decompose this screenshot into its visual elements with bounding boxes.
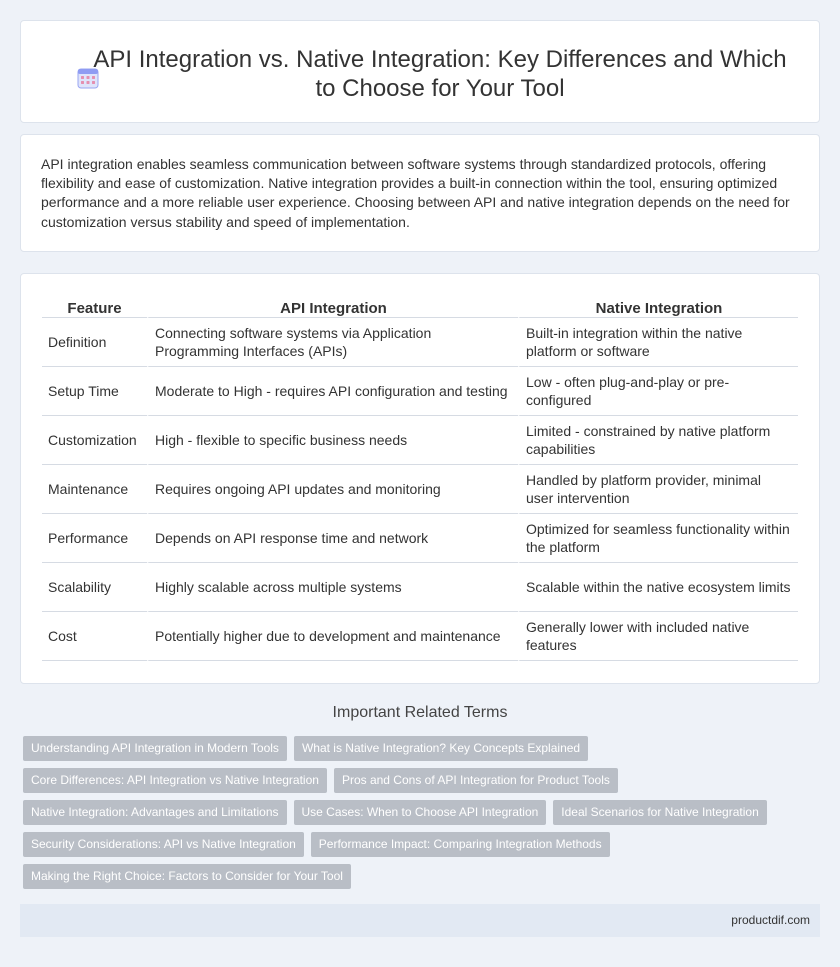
related-term-tag[interactable]: Native Integration: Advantages and Limitations [23,800,287,825]
related-term-tag[interactable]: Making the Right Choice: Factors to Consider for Your Tool [23,864,351,889]
related-term-tag[interactable]: Performance Impact: Comparing Integration Methods [311,832,610,857]
related-term-tag[interactable]: Core Differences: API Integration vs Native Integration [23,768,327,793]
tag-row [23,864,351,889]
api-integration-cell: Connecting software systems via Application Programming Interfaces (APIs) [147,318,518,367]
api-integration-cell: Potentially higher due to development and maintenance [147,612,518,661]
api-integration-cell: Requires ongoing API updates and monitoring [147,465,518,514]
comparison-table [42,296,798,661]
related-term-tag[interactable]: Understanding API Integration in Modern Tools [23,736,287,761]
column-header-feature: Feature [42,296,147,318]
tag-row [23,832,610,857]
table-row [42,465,798,514]
table-row [42,318,798,367]
api-integration-cell: Highly scalable across multiple systems [147,563,518,612]
title-card [20,20,820,123]
intro-card [20,134,820,252]
native-integration-cell: Built-in integration within the native platform or software [518,318,798,367]
related-term-tag[interactable]: Ideal Scenarios for Native Integration [553,800,766,825]
intro-paragraph: API integration enables seamless communication between software systems through standardized protocols, offering flexibility and ease of customization. Native integration provides a built-in connection within the tool, ensuring optimized performance and a more reliable user experience. Choosing between API and native integration depends on the need for customization versus stability and speed of implementation. [41,156,790,230]
native-integration-cell: Generally lower with included native features [518,612,798,661]
feature-cell: Maintenance [42,465,147,514]
page-title: API Integration vs. Native Integration: Key Differences and Which to Choose for Your Tool [93,46,787,102]
footer-site-link[interactable]: productdif.com [731,913,810,927]
tag-row [23,768,618,793]
related-term-tag[interactable]: Pros and Cons of API Integration for Product Tools [334,768,618,793]
related-terms-title: Important Related Terms [332,704,508,721]
related-term-tag[interactable]: Security Considerations: API vs Native Integration [23,832,304,857]
feature-cell: Customization [42,416,147,465]
feature-cell: Cost [42,612,147,661]
feature-cell: Performance [42,514,147,563]
feature-cell: Definition [42,318,147,367]
feature-cell: Scalability [42,563,147,612]
column-header-api-integration: API Integration [147,296,518,318]
api-integration-cell: Moderate to High - requires API configuration and testing [147,367,518,416]
native-integration-cell: Handled by platform provider, minimal user intervention [518,465,798,514]
native-integration-cell: Low - often plug-and-play or pre-configured [518,367,798,416]
table-row [42,416,798,465]
column-header-native-integration: Native Integration [518,296,798,318]
table-header-row [42,296,798,318]
table-row [42,367,798,416]
comparison-table-card [20,273,820,684]
related-term-tag[interactable]: What is Native Integration? Key Concepts Explained [294,736,588,761]
feature-cell: Setup Time [42,367,147,416]
related-term-tag[interactable]: Use Cases: When to Choose API Integration [294,800,547,825]
api-integration-cell: High - flexible to specific business needs [147,416,518,465]
table-row [42,514,798,563]
table-row [42,612,798,661]
table-row [42,563,798,612]
api-integration-cell: Depends on API response time and network [147,514,518,563]
native-integration-cell: Optimized for seamless functionality within the platform [518,514,798,563]
native-integration-cell: Scalable within the native ecosystem limits [518,563,798,612]
tag-row [23,800,767,825]
tag-row [23,736,588,761]
footer [20,904,820,937]
native-integration-cell: Limited - constrained by native platform capabilities [518,416,798,465]
